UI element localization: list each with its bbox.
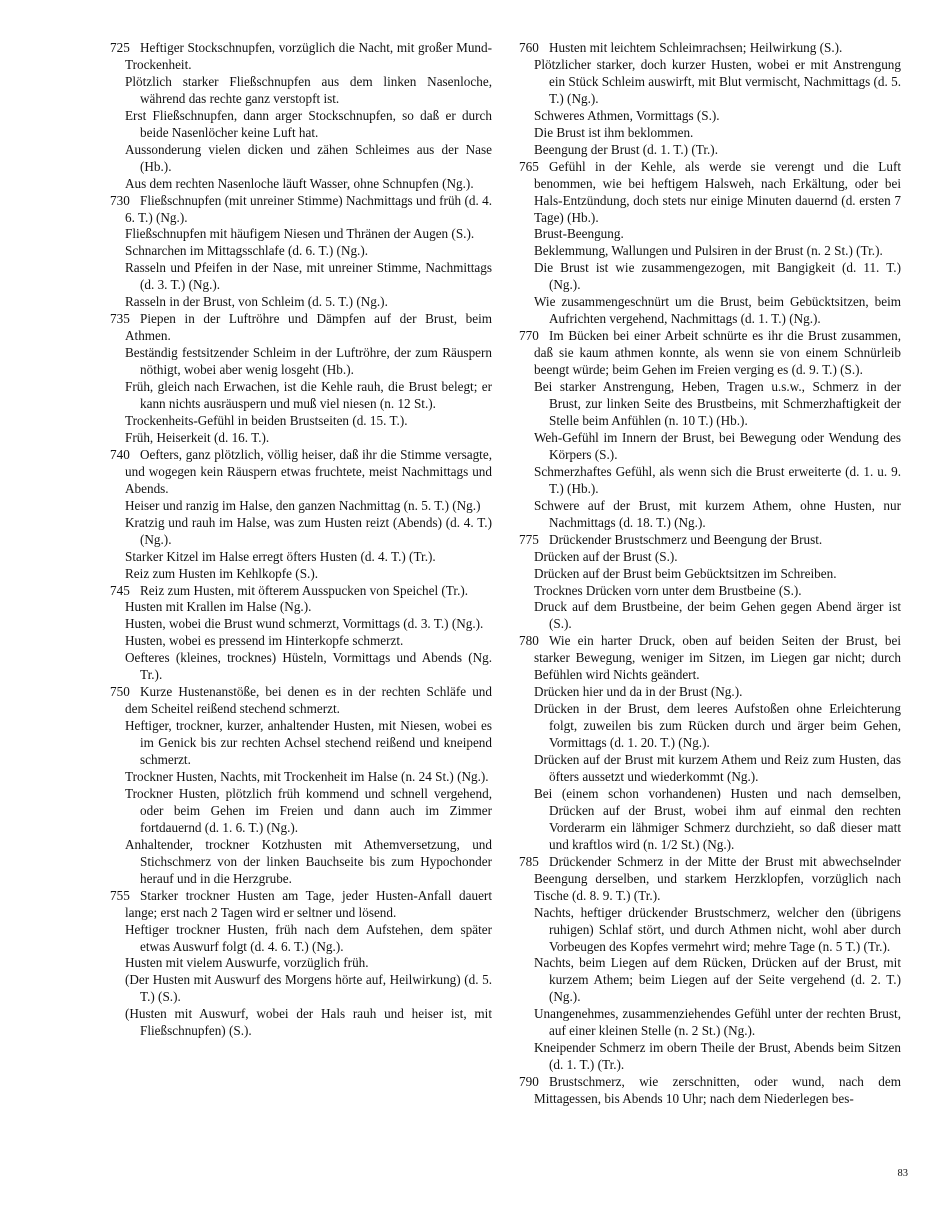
entry (519, 243, 901, 260)
entry-text: Schmerzhaftes Gefühl, als wenn sich die Brust erweiterte (d. 1. u. 9. T.) (Hb.). (534, 463, 901, 496)
entry-text: Drückender Brustschmerz und Beengung der Brust. (549, 531, 823, 547)
entry-text: Schweres Athmen, Vormittags (S.). (534, 107, 720, 123)
entry-number: 785 (519, 853, 539, 869)
entry-text: Fließschnupfen (mit unreiner Stimme) Nachmittags und früh (d. 4. 6. T.) (Ng.). (125, 192, 492, 225)
entry-number: 735 (110, 311, 130, 327)
entry-text: Kurze Hustenanstöße, bei denen es in der rechten Schläfe und dem Scheitel reißend stechend schmerzt. (125, 684, 492, 717)
entry-text: Heftiger, trockner, kurzer, anhaltender Husten, mit Niesen, wobei es im Genick bis zur rechten Achsel stechend reißend und kneipend schmerzt. (125, 718, 492, 768)
entry (519, 142, 901, 159)
entry (519, 1006, 901, 1040)
entry (519, 226, 901, 243)
entry (519, 1040, 901, 1074)
entry-text: Wie zusammengeschnürt um die Brust, beim Gebücktsitzen, beim Aufrichten vergehend, Nachmittags (d. 1. T.) (Ng.). (534, 294, 901, 327)
numbered-entry (110, 40, 492, 74)
entry-text: Aussonderung vielen dicken und zähen Schleimes aus der Nase (Hb.). (125, 141, 492, 174)
entry-text: Anhaltender, trockner Kotzhusten mit Athemversetzung, und Stichschmerz von der linken Bauchseite bis zum Hypochonder herauf und in die Herzgrube. (125, 836, 492, 886)
entry (519, 599, 901, 633)
entry-text: Husten, wobei es pressend im Hinterkopfe schmerzt. (125, 633, 404, 649)
entry-text: Beklemmung, Wallungen und Pulsiren in der Brust (n. 2 St.) (Tr.). (534, 243, 883, 259)
entry (110, 498, 492, 515)
entry-text: Reiz zum Husten im Kehlkopfe (S.). (125, 565, 319, 581)
entry-text: Husten mit vielem Auswurfe, vorzüglich früh. (125, 955, 369, 971)
left-column (110, 40, 492, 1040)
entry (110, 413, 492, 430)
entry-number: 730 (110, 192, 130, 208)
entry (110, 718, 492, 769)
entry-number: 755 (110, 887, 130, 903)
numbered-entry (110, 684, 492, 718)
entry (519, 549, 901, 566)
entry-text: Drückender Schmerz in der Mitte der Brust mit abwechselnder Beengung derselben, und starkem Herzklopfen, vorzüglich nach Tische (d. 8. 9. T.) (Tr.). (534, 853, 901, 903)
entry-text: Piepen in der Luftröhre und Dämpfen auf der Brust, beim Athmen. (125, 311, 492, 344)
entry-number: 745 (110, 582, 130, 598)
numbered-entry (519, 159, 901, 227)
entry-number: 740 (110, 446, 130, 462)
entry-number: 780 (519, 633, 539, 649)
entry-text: Oefteres (kleines, trocknes) Hüsteln, Vormittags und Abends (Ng. Tr.). (125, 650, 492, 683)
entry-text: Husten mit Krallen im Halse (Ng.). (125, 599, 312, 615)
entry-text: Oefters, ganz plötzlich, völlig heiser, daß ihr die Stimme versagte, und wogegen kein Räuspern etwas fruchtete, meist Nachmittags und Abends. (125, 446, 492, 496)
entry-text: Trockenheits-Gefühl in beiden Brustseiten (d. 15. T.). (125, 412, 408, 428)
entry-text: Bei starker Anstrengung, Heben, Tragen u.s.w., Schmerz in der Brust, zur linken Seite des Brustbeins, mit Schmerzhaftigkeit der Stelle beim Anfühlen (n. 10 T.) (Hb.). (534, 379, 901, 428)
entry-text: Früh, gleich nach Erwachen, ist die Kehle rauh, die Brust belegt; er kann nichts ausräuspern und muß viel niesen (n. 12 St.). (125, 379, 492, 412)
entry (519, 430, 901, 464)
numbered-entry (519, 854, 901, 905)
entry (519, 464, 901, 498)
entry (519, 583, 901, 600)
entry (110, 260, 492, 294)
entry-text: Aus dem rechten Nasenloche läuft Wasser, ohne Schnupfen (Ng.). (125, 175, 474, 191)
entry (110, 633, 492, 650)
entry-text: Heftiger Stockschnupfen, vorzüglich die Nacht, mit großer Mund-Trockenheit. (125, 40, 492, 72)
entry-number: 790 (519, 1074, 539, 1090)
entry-text: Brustschmerz, wie zerschnitten, oder wund, nach dem Mittagessen, bis Abends 10 Uhr; nach dem Niederlegen bes- (534, 1074, 901, 1107)
entry-text: Rasseln und Pfeifen in der Nase, mit unreiner Stimme, Nachmittags (d. 3. T.) (Ng.). (125, 260, 492, 293)
entry-text: Trockner Husten, Nachts, mit Trockenheit im Halse (n. 24 St.) (Ng.). (125, 768, 489, 784)
entry (519, 752, 901, 786)
entry-text: Rasseln in der Brust, von Schleim (d. 5. T.) (Ng.). (125, 294, 388, 310)
right-column (519, 40, 901, 1108)
entry (519, 684, 901, 701)
entry-number: 775 (519, 531, 539, 547)
numbered-entry (110, 888, 492, 922)
numbered-entry (519, 328, 901, 379)
entry (519, 379, 901, 430)
entry-text: (Der Husten mit Auswurf des Morgens hörte auf, Heilwirkung) (d. 5. T.) (S.). (125, 972, 492, 1005)
entry-text: Drücken auf der Brust (S.). (534, 548, 678, 564)
entry-text: Früh, Heiserkeit (d. 16. T.). (125, 429, 270, 445)
entry (519, 125, 901, 142)
page-number: 83 (897, 1168, 908, 1179)
entry-text: Fließschnupfen mit häufigem Niesen und Thränen der Augen (S.). (125, 226, 475, 242)
entry-text: Erst Fließschnupfen, dann arger Stockschnupfen, so daß er durch beide Nasenlöcher keine Luft hat. (125, 107, 492, 140)
entry-text: Im Bücken bei einer Arbeit schnürte es ihr die Brust zusammen, daß sie kaum athmen konnte, als wenn sie von einem Schnürleib beengt würde; beim Gehen im Freien verging es (d. 9. T.) (S.). (534, 328, 901, 378)
entry (110, 566, 492, 583)
entry-text: Heftiger trockner Husten, früh nach dem Aufstehen, dem später etwas Auswurf folgt (d. 4. 6. T.) (Ng.). (125, 921, 492, 954)
entry-number: 765 (519, 158, 539, 174)
entry (519, 566, 901, 583)
entry (110, 769, 492, 786)
numbered-entry (519, 40, 901, 57)
entry-text: Heiser und ranzig im Halse, den ganzen Nachmittag (n. 5. T.) (Ng.) (125, 497, 481, 513)
entry-text: Starker Kitzel im Halse erregt öfters Husten (d. 4. T.) (Tr.). (125, 548, 436, 564)
entry (110, 972, 492, 1006)
numbered-entry (519, 633, 901, 684)
entry-text: (Husten mit Auswurf, wobei der Hals rauh und heiser ist, mit Fließschnupfen) (S.). (125, 1006, 492, 1039)
entry (519, 955, 901, 1006)
entry-text: Die Brust ist ihm beklommen. (534, 124, 694, 140)
entry-text: Husten, wobei die Brust wund schmerzt, Vormittags (d. 3. T.) (Ng.). (125, 616, 484, 632)
entry (110, 515, 492, 549)
entry (110, 549, 492, 566)
entry-text: Plötzlicher starker, doch kurzer Husten, wobei er mit Anstrengung ein Stück Schleim auswirft, mit Blut vermischt, Nachmittags (d. 5. T.) (Ng.). (534, 56, 901, 106)
entry (110, 1006, 492, 1040)
entry-text: Starker trockner Husten am Tage, jeder Husten-Anfall dauert lange; erst nach 2 Tagen wird er seltner und lösend. (125, 887, 492, 920)
entry-text: Drücken in der Brust, dem leeres Aufstoßen ohne Erleichterung folgt, zuweilen bis zum Rücken durch und ärger beim Gehen, Vormittags (d. 1. 20. T.) (Ng.). (534, 701, 901, 751)
numbered-entry (110, 311, 492, 345)
entry-text: Plötzlich starker Fließschnupfen aus dem linken Nasenloche, während das rechte ganz verstopft ist. (125, 73, 492, 106)
entry-text: Drücken auf der Brust beim Gebücktsitzen im Schreiben. (534, 565, 837, 581)
entry-text: Druck auf dem Brustbeine, der beim Gehen gegen Abend ärger ist (S.). (534, 599, 901, 632)
entry-text: Reiz zum Husten, mit öfterem Ausspucken von Speichel (Tr.). (140, 582, 469, 598)
entry-text: Beengung der Brust (d. 1. T.) (Tr.). (534, 141, 718, 157)
entry (519, 905, 901, 956)
entry (519, 108, 901, 125)
entry (110, 922, 492, 956)
entry (110, 226, 492, 243)
entry (519, 786, 901, 854)
entry-text: Trockner Husten, plötzlich früh kommend und schnell vergehend, oder beim Gehen im Freien und dann auch im Zimmer fortdauernd (d. 1. 6. T.) (Ng.). (125, 785, 492, 835)
entry (110, 837, 492, 888)
entry (110, 616, 492, 633)
entry (110, 430, 492, 447)
entry (519, 701, 901, 752)
numbered-entry (110, 193, 492, 227)
entry (519, 57, 901, 108)
entry (110, 176, 492, 193)
entry-number: 770 (519, 328, 539, 344)
entry-text: Schwere auf der Brust, mit kurzem Athem, ohne Husten, nur Nachmittags (d. 18. T.) (Ng.). (534, 497, 901, 530)
entry-text: Unangenehmes, zusammenziehendes Gefühl unter der rechten Brust, auf einer kleinen Stelle (n. 2 St.) (Ng.). (534, 1006, 901, 1039)
entry-text: Bei (einem schon vorhandenen) Husten und nach demselben, Drücken auf der Brust, wobei ihm auf einmal den rechten Vorderarm ein lähmiger Schmerz durchzieht, so daß dieser matt und kraftlos wird (n. 1/2 St.) (Ng.). (534, 785, 901, 852)
entry (110, 650, 492, 684)
entry (110, 243, 492, 260)
entry (110, 74, 492, 108)
entry-text: Husten mit leichtem Schleimrachsen; Heilwirkung (S.). (549, 40, 843, 55)
entry-text: Drücken hier und da in der Brust (Ng.). (534, 684, 743, 700)
entry (110, 379, 492, 413)
numbered-entry (519, 1074, 901, 1108)
entry-text: Brust-Beengung. (534, 226, 624, 242)
entry (519, 260, 901, 294)
entry (110, 345, 492, 379)
entry-text: Gefühl in der Kehle, als werde sie verengt und die Luft benommen, wie bei heftigem Halsweh, nach Erkältung, oder bei Hals-Entzündung, doch stets nur einige Minuten dauernd (d. ersten 7 Tage) (Hb.). (534, 158, 901, 225)
entry-text: Beständig festsitzender Schleim in der Luftröhre, der zum Räuspern nöthigt, wobei aber wenig losgeht (Hb.). (125, 345, 492, 378)
entry-text: Kneipender Schmerz im obern Theile der Brust, Abends beim Sitzen (d. 1. T.) (Tr.). (534, 1040, 901, 1073)
entry-number: 725 (110, 40, 130, 55)
entry-text: Drücken auf der Brust mit kurzem Athem und Reiz zum Husten, das öfters aussetzt und wiederkommt (Ng.). (534, 752, 901, 784)
entry-text: Weh-Gefühl im Innern der Brust, bei Bewegung oder Wendung des Körpers (S.). (534, 429, 901, 462)
numbered-entry (519, 532, 901, 549)
entry-text: Schnarchen im Mittagsschlafe (d. 6. T.) (Ng.). (125, 243, 369, 259)
entry-text: Wie ein harter Druck, oben auf beiden Seiten der Brust, bei starker Bewegung, weniger im Sitzen, im Liegen gar nicht; durch Befühlen wird Nichts geändert. (534, 633, 901, 683)
numbered-entry (110, 583, 492, 600)
entry (110, 294, 492, 311)
entry-text: Nachts, heftiger drückender Brustschmerz, welcher den (übrigens ruhigen) Schlaf stört, und durch Athmen nicht, wohl aber durch Vorbeugen des Kopfes vermehrt wird; mehre Tage (n. 5 T.) (Tr.). (534, 904, 901, 954)
entry (110, 142, 492, 176)
entry (110, 108, 492, 142)
numbered-entry (110, 447, 492, 498)
entry (110, 786, 492, 837)
entry (110, 955, 492, 972)
entry-text: Nachts, beim Liegen auf dem Rücken, Drücken auf der Brust, mit kurzem Athem; beim Liegen auf der Seite vergehend (d. 2. T.) (Ng.). (534, 955, 901, 1005)
entry-text: Die Brust ist wie zusammengezogen, mit Bangigkeit (d. 11. T.) (Ng.). (534, 260, 901, 293)
entry-text: Trocknes Drücken vorn unter dem Brustbeine (S.). (534, 582, 802, 598)
entry (519, 294, 901, 328)
entry (519, 498, 901, 532)
entry (110, 599, 492, 616)
entry-number: 750 (110, 684, 130, 700)
entry-text: Kratzig und rauh im Halse, was zum Husten reizt (Abends) (d. 4. T.) (Ng.). (125, 514, 492, 547)
entry-number: 760 (519, 40, 539, 55)
